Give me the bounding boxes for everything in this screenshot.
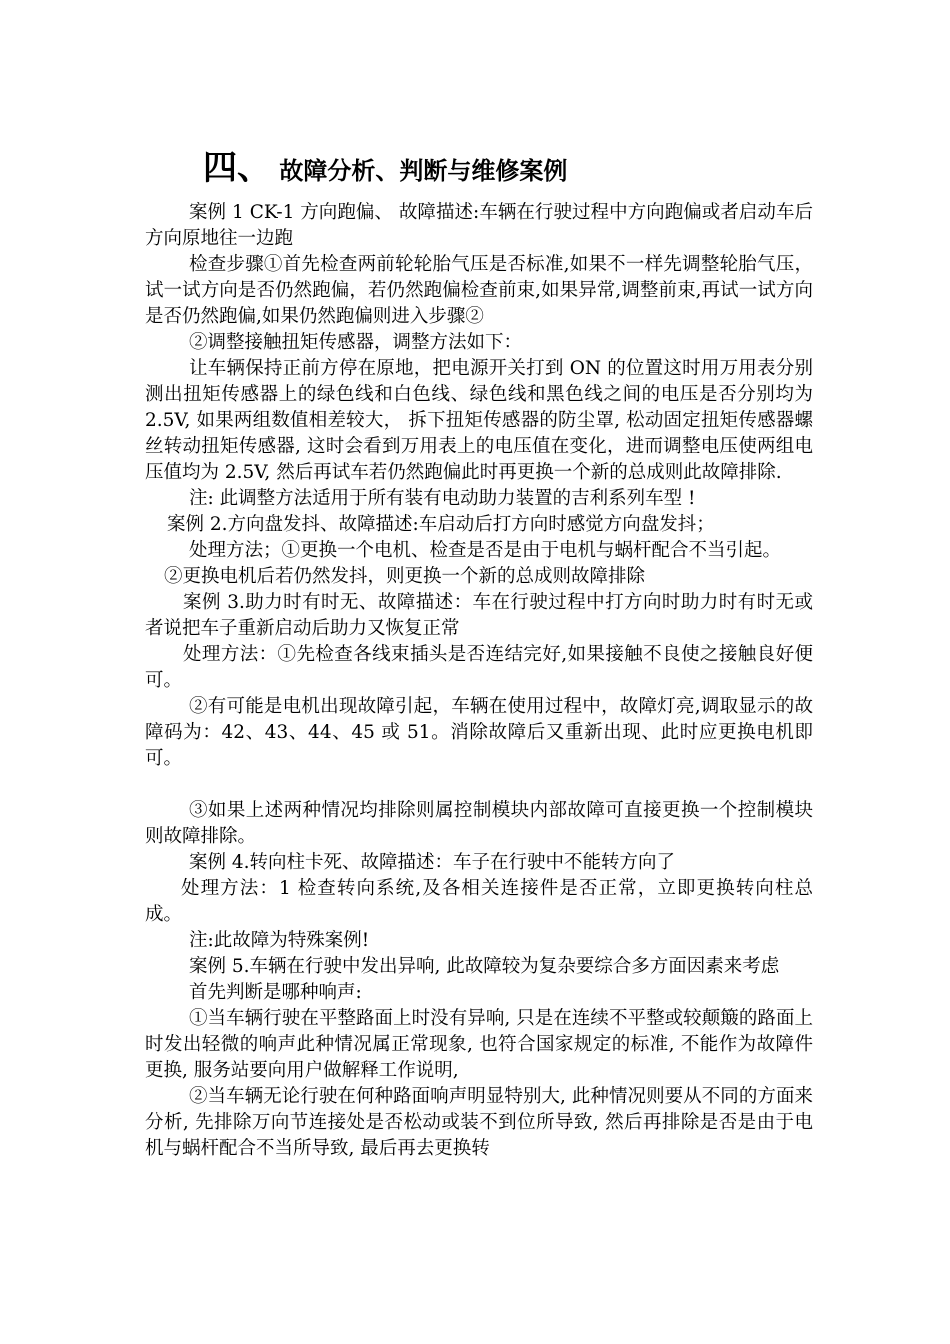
- paragraph: 案例 1 CK-1 方向跑偏、 故障描述:车辆在行驶过程中方向跑偏或者启动车后方向原地往一边跑: [145, 202, 813, 249]
- document-body: [145, 200, 813, 1162]
- paragraph: 案例 5.车辆在行驶中发出异响, 此故障较为复杂要综合多方面因素来考虑: [189, 956, 780, 977]
- paragraph: 案例 2.方向盘发抖、故障描述:车启动后打方向时感觉方向盘发抖；: [167, 514, 715, 535]
- paragraph: 检查步骤①首先检查两前轮轮胎气压是否标准,如果不一样先调整轮胎气压，试一试方向是否仍然跑偏，若仍然跑偏检查前束,如果异常,调整前束,再试一试方向是否仍然跑偏,如果仍然跑偏则进入步骤②: [145, 254, 813, 327]
- paragraph: ②有可能是电机出现故障引起，车辆在使用过程中，故障灯亮,调取显示的故障码为：42、43、44、45 或 51。消除故障后又重新出现、此时应更换电机即可。: [145, 696, 813, 769]
- paragraph: 处理方法：1 检查转向系统,及各相关连接件是否正常，立即更换转向柱总成。: [145, 878, 813, 925]
- section-heading: 故障分析、判断与维修案例: [279, 156, 568, 185]
- paragraph: 首先判断是哪种响声:: [189, 982, 362, 1003]
- paragraph: 让车辆保持正前方停在原地，把电源开关打到 ON 的位置这时用万用表分别测出扭矩传感器上的绿色线和白色线、绿色线和黑色线之间的电压是否分别均为 2.5V, 如果两组数值相差较大， 拆下扭矩传感器的防尘罩, 松动固定扭矩传感器螺丝转动扭矩传感器, 这时会看到万用表上的电压值在变化，进而调整电压使两组电压值均为 2.5V, 然后再试车若仍然跑偏此时再更换一个新的总成则此故障排除.: [145, 358, 813, 483]
- section-title: [203, 150, 567, 189]
- paragraph: 案例 4.转向柱卡死、故障描述：车子在行驶中不能转方向了: [189, 852, 676, 873]
- paragraph: ②当车辆无论行驶在何种路面响声明显特别大, 此种情况则要从不同的方面来分析, 先排除万向节连接处是否松动或装不到位所导致, 然后再排除是否是由于电机与蜗杆配合不当所导致, 最后再去更换转: [145, 1086, 813, 1159]
- blank-line: [145, 772, 813, 798]
- paragraph: ①当车辆行驶在平整路面上时没有异响, 只是在连续不平整或较颠簸的路面上时发出轻微的响声此种情况属正常现象, 也符合国家规定的标准, 不能作为故障件更换, 服务站要向用户做解释工作说明,: [145, 1008, 813, 1081]
- paragraph: ③如果上述两种情况均排除则属控制模块内部故障可直接更换一个控制模块则故障排除。: [145, 800, 813, 847]
- paragraph: ②调整接触扭矩传感器，调整方法如下：: [189, 332, 523, 353]
- paragraph: ②更换电机后若仍然发抖，则更换一个新的总成则故障排除: [164, 566, 646, 587]
- paragraph: 注: 此调整方法适用于所有装有电动助力装置的吉利系列车型 !: [189, 488, 696, 509]
- paragraph: 处理方法；①更换一个电机、检查是否是由于电机与蜗杆配合不当引起。: [189, 540, 782, 561]
- section-number: 四、: [203, 148, 271, 188]
- paragraph: 注:此故障为特殊案例!: [189, 930, 370, 951]
- paragraph: 处理方法：①先检查各线束插头是否连结完好,如果接触不良使之接触良好便可。: [145, 644, 813, 691]
- paragraph: 案例 3.助力时有时无、故障描述：车在行驶过程中打方向时助力时有时无或者说把车子重新启动后助力又恢复正常: [145, 592, 813, 639]
